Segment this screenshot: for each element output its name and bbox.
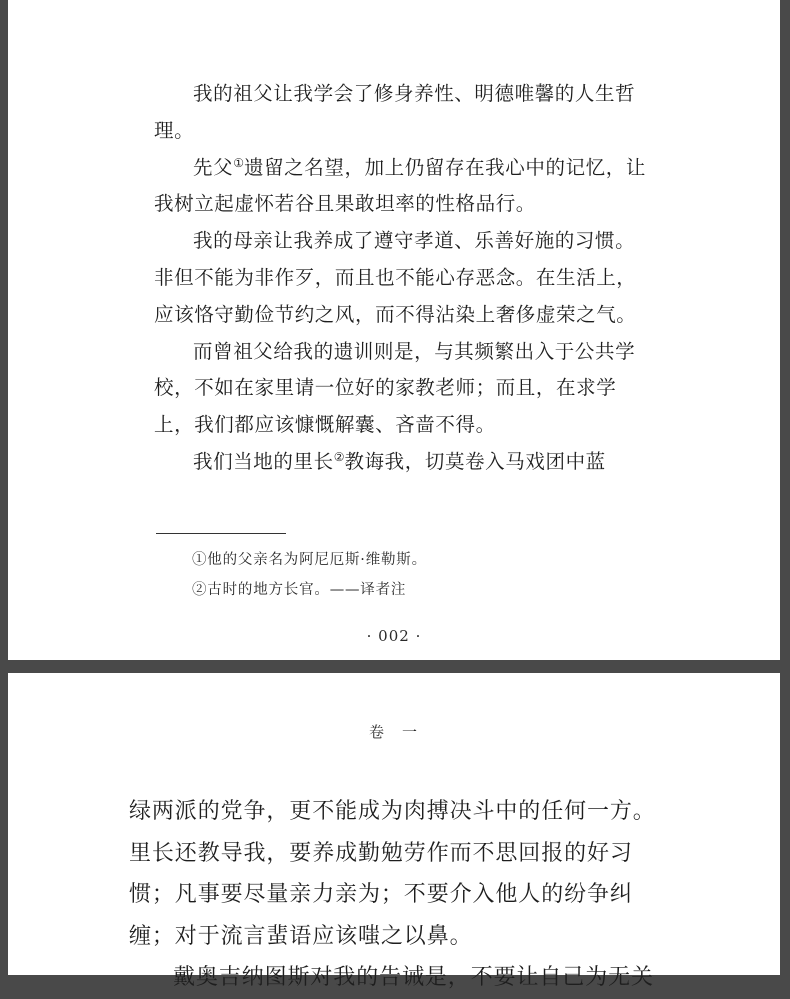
running-head-volume: 卷 (368, 723, 386, 741)
running-head-number: 一 (402, 723, 420, 741)
page-number: · 002 · (366, 627, 422, 645)
paragraph-village-head (154, 444, 646, 481)
paragraph-text: 我的祖父让我学会了修身养性、明德唯馨的人生哲理。 (154, 82, 636, 142)
paragraph-diognetus (129, 957, 674, 999)
footnote-divider (156, 533, 286, 534)
paragraph-continuation (129, 791, 674, 833)
footnote-marker-1[interactable]: ① (233, 155, 244, 170)
paragraph-text: 而曾祖父给我的遗训则是，与其频繁出入于公共学校，不如在家里请一位好的家教老师；而且，在求学上，我们都应该慷慨解囊、吝啬不得。 (154, 339, 636, 437)
paragraph-text: 先父 (193, 155, 234, 179)
paragraph-father (154, 150, 646, 224)
footnote-2: ②古时的地方长官。——译者注 (192, 582, 407, 598)
paragraph-text: 我的母亲让我养成了遵守孝道、乐善好施的习惯。非但不能为非作歹，而且也不能心存恶念。在生活上，应该恪守勤俭节约之风，而不得沾染上奢侈虚荣之气。 (154, 229, 637, 326)
book-page-002 (8, 0, 780, 660)
paragraph-text: 里长还教导我，要养成勤勉劳作而不思回报的好习惯；凡事要尽量亲力亲为；不要介入他人的纷争纠缠；对于流言蜚语应该嗤之以鼻。 (129, 840, 633, 949)
paragraph-text: 遗留之名望，加上仍留存在我心中的记忆，让我树立起虚怀若谷且果敢坦率的性格品行。 (154, 155, 646, 216)
paragraph-text: 戴奥吉纳图斯对我的告诫是，不要让自己为无关 (173, 965, 654, 990)
footnote-marker-2[interactable]: ② (333, 449, 345, 464)
paragraph-village-head-teaching (129, 833, 674, 958)
book-page-003 (8, 673, 780, 990)
paragraph-text: 我们当地的里长 (193, 449, 334, 473)
footnotes (192, 545, 427, 605)
paragraph-text: 绿两派的党争，更不能成为肉搏决斗中的任何一方。 (129, 799, 656, 824)
paragraph-grandfather (154, 76, 646, 150)
page-body-text (154, 76, 646, 481)
running-head (8, 721, 780, 742)
footnote-1: ①他的父亲名为阿尼厄斯·维勒斯。 (192, 552, 427, 568)
paragraph-text: 教诲我，切莫卷入马戏团中蓝 (344, 449, 606, 473)
page-body-text (129, 791, 674, 999)
paragraph-great-grandfather (154, 334, 646, 444)
paragraph-mother (154, 223, 646, 333)
